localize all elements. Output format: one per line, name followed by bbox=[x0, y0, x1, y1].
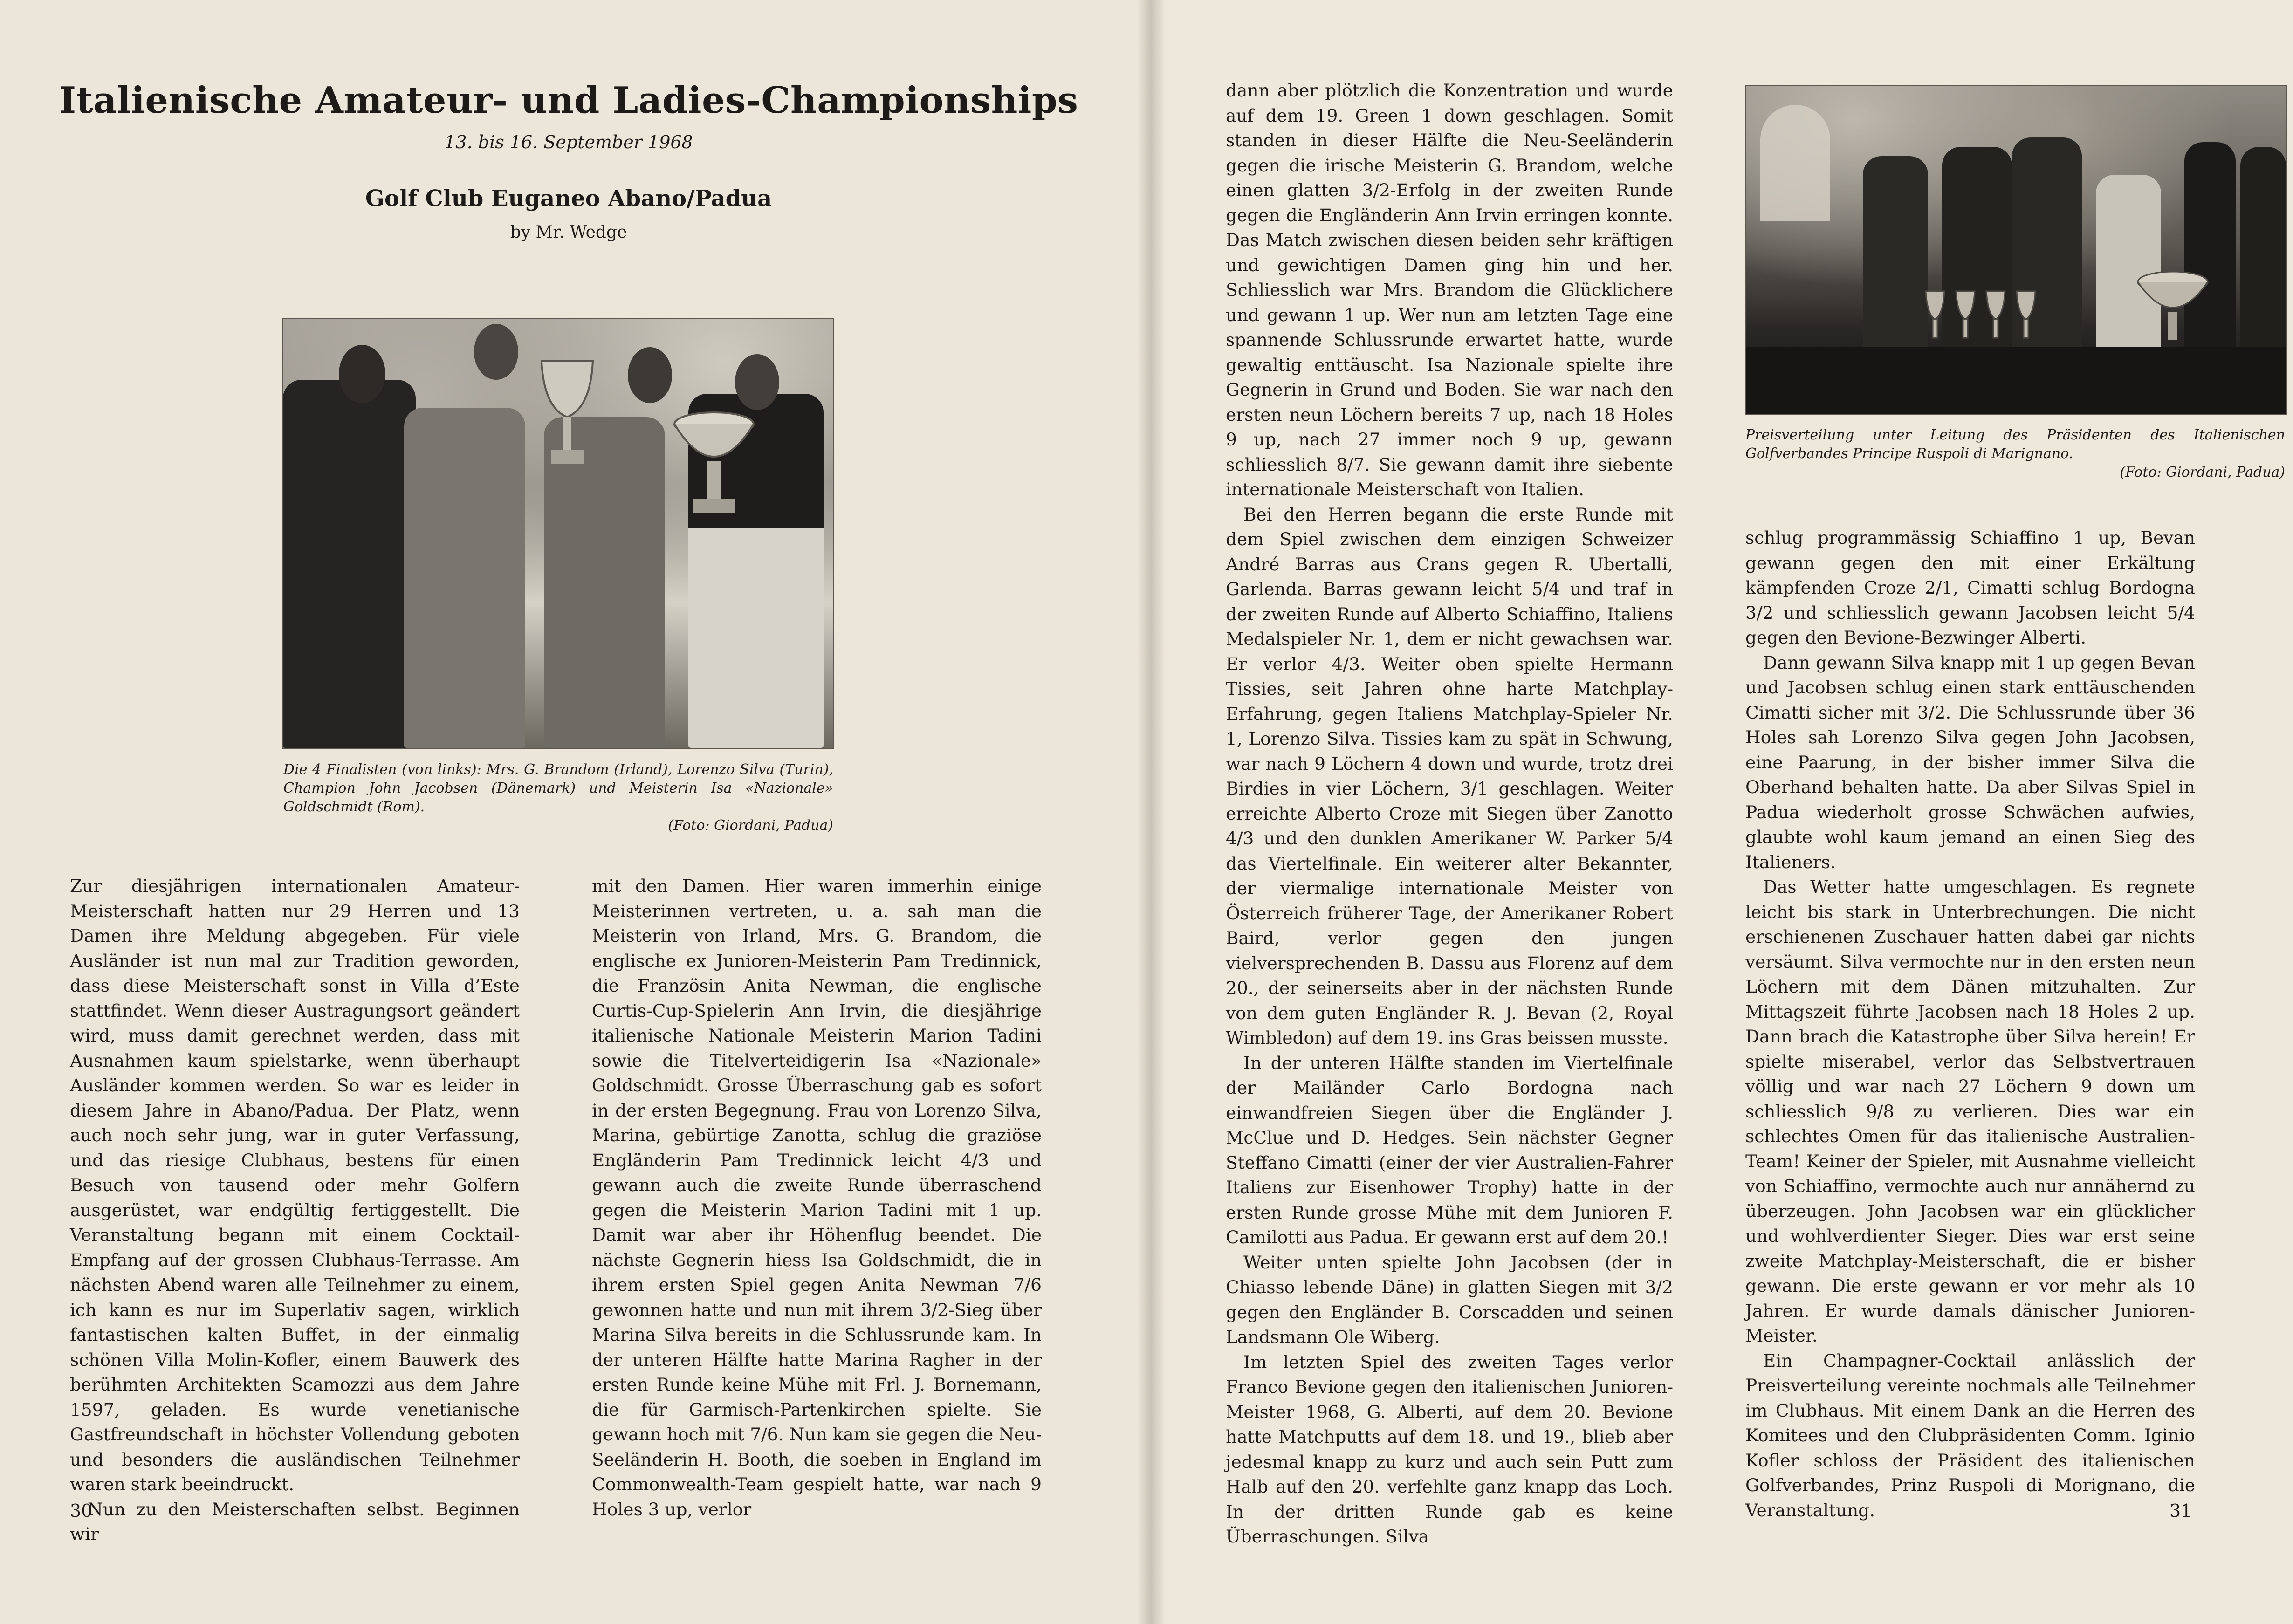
photo-person-head bbox=[628, 347, 672, 403]
article-paragraph: Zur diesjährigen internationalen Amateur-Meisterschaft hatten nur 29 Herren und 13 Damen ihre Meldung abgegeben. Für viele Ausländer ist nun mal zur Tradition geworden, dass diese Meisterschaft sonst in Villa d’Este stattfindet. Wenn dieser Austragungsort geändert wird, muss damit gerechnet werden, dass mit Ausnahmen kaum spielstarke, wenn überhaupt Ausländer kommen werden. So war es leider in diesem Jahre in Abano/Padua. Der Platz, wenn auch noch sehr jung, war in guter Verfassung, und das riesige Clubhaus, bestens für einen Besuch von tausend oder mehr Golfern ausgerüstet, war endgültig fertiggestellt. Die Veranstaltung begann mit einem Cocktail-Empfang auf der grossen Clubhaus-Terrasse. Am nächsten Abend waren alle Teilnehmer zu einem, ich kann es nur im Superlativ sagen, wirklich fantastischen kalten Buffet, in der einmalig schönen Villa Molin-Kofler, einem Bauwerk des berühmten Architekten Scamozzi aus dem Jahre 1597, geladen. Es wurde venetianische Gastfreundschaft in höchster Vollendung geboten und besonders die ausländischen Teilnehmer waren stark beeindruckt. bbox=[70, 876, 520, 1494]
finalists-caption bbox=[283, 761, 833, 835]
photo-person bbox=[404, 408, 525, 748]
caption-text: Preisverteilung unter Leitung des Präsidenten des Italienischen Golfverbandes Principe Ruspoli di Marignano. bbox=[1745, 427, 2285, 462]
trophy-bowl-icon bbox=[670, 410, 758, 522]
article-column-3 bbox=[1226, 78, 1673, 1549]
article-column-4 bbox=[1745, 526, 2195, 1523]
prize-ceremony-photo bbox=[1745, 85, 2287, 415]
trophy-table bbox=[1746, 347, 2286, 414]
photo-person bbox=[1863, 156, 1928, 366]
photo-credit: (Foto: Giordani, Padua) bbox=[668, 817, 833, 834]
article-paragraph: Im letzten Spiel des zweiten Tages verlor Franco Bevione gegen den italienischen Junioren-Meister 1968, G. Alberti, auf dem 20. Bevione hatte Matchputts auf dem 18. und 19., blieb aber jedesmal knapp zu kurz und auch sein Putt zum Halb auf den 20. verfehlte ganz knapp das Loch. In der dritten Runde gab es keine Überraschungen. Silva bbox=[1226, 1351, 1673, 1547]
page-gutter bbox=[1137, 0, 1165, 1624]
photo-window bbox=[1760, 105, 1830, 221]
finalists-photo bbox=[282, 318, 834, 749]
article-column-1 bbox=[70, 874, 520, 1547]
article-paragraph: Ein Champagner-Cocktail anlässlich der Preisverteilung vereinte nochmals alle Teilnehmer im Clubhaus. Mit einem Dank an die Herren des Komitees und den Clubpräsidenten Comm. Iginio Kofler schloss der Präsident des italienischen Golfverbandes, Prinz Ruspoli di Morignano, die Veranstaltung. bbox=[1745, 1350, 2195, 1521]
photo-person-head bbox=[339, 345, 385, 403]
caption-text: Die 4 Finalisten (von links): Mrs. G. Brandom (Irland), Lorenzo Silva (Turin), Champion John Jacobsen (Dänemark) und Meisterin Isa «Nazionale» Goldschmidt (Rom). bbox=[283, 761, 833, 815]
photo-person-head bbox=[474, 324, 518, 380]
article-paragraph: In der unteren Hälfte standen im Viertelfinale der Mailänder Carlo Bordogna nach einwandfreien Siegen über die Engländer J. McClue und D. Hedges. Sein nächster Gegner Steffano Cimatti (einer der vier Australien-Fahrer Italiens zur Eisenhower Trophy) hatte in der ersten Runde grosse Mühe mit dem Junioren F. Camilotti aus Padua. Er gewann erst auf dem 20.! bbox=[1226, 1052, 1673, 1247]
trophy-cup-icon bbox=[535, 356, 600, 473]
article-column-2 bbox=[592, 874, 1042, 1522]
article-paragraph: mit den Damen. Hier waren immerhin einige Meisterinnen vertreten, u. a. sah man die Meisterin von Irland, Mrs. G. Brandom, die englische ex Junioren-Meisterin Pam Tredinnick, die Französin Anita Newman, die englische Curtis-Cup-Spielerin Ann Irvin, die diesjährige italienische Nationale Meisterin Marion Tadini sowie die Titelverteidigerin Isa «Nazionale» Goldschmidt. Grosse Überraschung gab es sofort in der ersten Begegnung. Frau von Lorenzo Silva, Marina, gebürtige Zanotta, schlug die graziöse Engländerin Pam Tredinnick leicht 4/3 und gewann auch die zweite Runde überraschend gegen die Meisterin Marion Tadini mit 1 up. Damit war aber ihr Höhenflug beendet. Die nächste Gegnerin hiess Isa Goldschmidt, die in ihrem ersten Spiel gegen Anita Newman 7/6 gewonnen hatte und nun mit ihrem 3/2-Sieg über Marina Silva bereits in die Schlussrunde kam. In der unteren Hälfte hatte Marina Ragher in der ersten Runde keine Mühe mit Frl. J. Bornemann, die für Garmisch-Partenkirchen spielte. Sie gewann hoch mit 7/6. Nun kam sie gegen die Neu-Seeländerin H. Booth, die soeben in England im Commonwealth-Team gespielt hatte, war nach 9 Holes 3 up, verlor bbox=[592, 876, 1042, 1520]
club-name: Golf Club Euganeo Abano/Padua bbox=[365, 185, 772, 212]
article-dates: 13. bis 16. September 1968 bbox=[444, 132, 693, 152]
trophy-row-icon bbox=[1923, 287, 2045, 347]
trophy-bowl-icon bbox=[2133, 268, 2212, 347]
article-paragraph: Nun zu den Meisterschaften selbst. Beginnen wir bbox=[70, 1499, 520, 1544]
article-paragraph: Bei den Herren begann die erste Runde mit dem Spiel zwischen dem einzigen Schweizer André Barras aus Crans gegen R. Ubertalli, Garlenda. Barras gewann leicht 5/4 und traf in der zweiten Runde auf Alberto Schiaffino, Italiens Medalspieler Nr. 1, dem er nicht gewachsen war. Er verlor 4/3. Weiter oben spielte Hermann Tissies, seit Jahren ohne harte Matchplay-Erfahrung, gegen Italiens Matchplay-Spieler Nr. 1, Lorenzo Silva. Tissies kam zu spät in Schwung, war nach 9 Löchern 4 down und wurde, trotz drei Birdies in vier Löchern, 3/1 geschlagen. Weiter erreichte Alberto Croze mit Siegen über Zanotto 4/3 und den dunklen Amerikaner W. Parker 5/4 das Viertelfinale. Ein weiterer alter Bekannter, der viermalige internationale Meister von Österreich früherer Tage, der Amerikaner Robert Baird, verlor gegen den jungen vielversprechenden B. Dassu aus Florenz auf dem 20., der seinerseits aber in der nächsten Runde von dem guten Engländer R. J. Bevan (2, Royal Wimbledon) auf dem 19. ins Gras beissen musste. bbox=[1226, 504, 1673, 1048]
article-paragraph: schlug programmässig Schiaffino 1 up, Bevan gewann gegen den mit einer Erkältung kämpfenden Croze 2/1, Cimatti schlug Bordogna 3/2 und schliesslich gewann Jacobsen leicht 5/4 gegen den Bevione-Bezwinger Alberti. bbox=[1745, 528, 2195, 648]
prize-ceremony-caption bbox=[1745, 426, 2285, 482]
page-number: 31 bbox=[2169, 1501, 2192, 1521]
photo-person bbox=[2240, 147, 2286, 366]
article-paragraph: Das Wetter hatte umgeschlagen. Es regnete leicht bis stark in Unterbrechungen. Die nicht erschienenen Zuschauer hatten dabei gar nichts versäumt. Silva vermochte nur in den ersten neun Löchern mit dem Dänen mitzuhalten. Zur Mittagszeit führte Jacobsen nach 18 Holes 2 up. Dann brach die Katastrophe über Silva herein! Er spielte miserabel, verlor das Selbstvertrauen völlig und war nach 27 Löchern 9 down um schliesslich 9/8 zu verlieren. Dies war ein schlechtes Omen für das italienische Australien-Team! Keiner der Spieler, mit Ausnahme vielleicht von Schiaffino, vermochte auch nur annähernd zu überzeugen. John Jacobsen war ein glücklicher und wohlverdienter Sieger. Dies war erst seine zweite Matchplay-Meisterschaft, die er bisher gewann. Die erste gewann er vor mehr als 10 Jahren. Er wurde damals dänischer Junioren-Meister. bbox=[1745, 877, 2195, 1346]
article-paragraph: Dann gewann Silva knapp mit 1 up gegen Bevan und Jacobsen schlug einen stark enttäuschenden Cimatti sicher mit 3/2. Die Schlussrunde über 36 Holes sah Lorenzo Silva gegen John Jacobsen, eine Paarung, in der bisher immer Silva die Oberhand behalten hatte. Da aber Silvas Spiel in Padua wiederholt grosse Schwächen aufwies, glaubte wohl kaum jemand an einen Sieg des Italieners. bbox=[1745, 652, 2195, 872]
author-byline: by Mr. Wedge bbox=[510, 223, 627, 242]
photo-credit: (Foto: Giordani, Padua) bbox=[2120, 464, 2285, 480]
photo-person-head bbox=[735, 354, 779, 410]
photo-person bbox=[283, 380, 416, 748]
article-paragraph: Weiter unten spielte John Jacobsen (der in Chiasso lebende Däne) in glatten Siegen mit 3/2 gegen den Engländer B. Corscadden und seinen Landsmann Ole Wiberg. bbox=[1226, 1252, 1673, 1347]
right-page bbox=[1151, 0, 2293, 1624]
article-paragraph: dann aber plötzlich die Konzentration und wurde auf dem 19. Green 1 down geschlagen. Somit standen in dieser Hälfte die Neu-Seeländerin gegen die irische Meisterin G. Brandom, welche einen glatten 3/2-Erfolg in der zweiten Runde gegen die Engländerin Ann Irvin erringen konnte. Das Match zwischen diesen beiden sehr kräftigen und gewichtigen Damen ging hin und her. Schliesslich war Mrs. Brandom die Glücklichere und gewann 1 up. Wer nun am letzten Tage eine spannende Schlussrunde erwartet hatte, wurde gewaltig enttäuscht. Isa Nazionale spielte ihre Gegnerin in Grund und Boden. Sie war nach den ersten neun Löchern bereits 7 up, nach 18 Holes 9 up, nach 27 immer noch 9 up, gewann schliesslich 8/7. Sie gewann damit ihre siebente internationale Meisterschaft von Italien. bbox=[1226, 80, 1673, 500]
article-title: Italienische Amateur- und Ladies-Championships bbox=[59, 79, 1078, 122]
page-number: 30 bbox=[70, 1501, 93, 1521]
